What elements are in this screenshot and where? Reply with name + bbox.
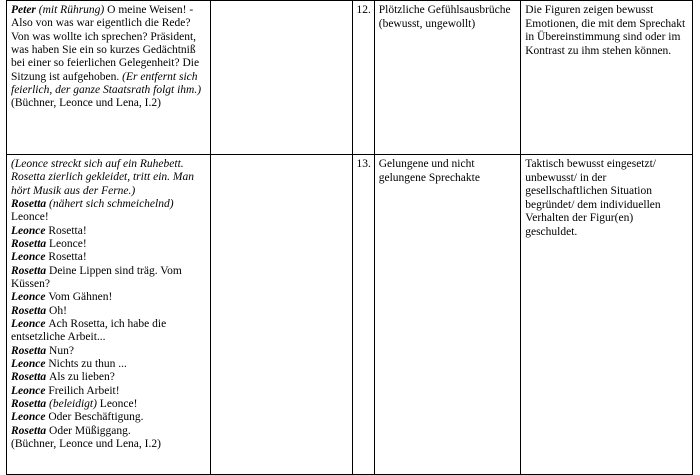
speaker-name: Leonce [11, 251, 49, 264]
text-excerpt-cell [7, 155, 211, 475]
speaker-name: Rosetta [11, 397, 50, 410]
dialogue-text: Ach Rosetta, ich habe die entsetzliche Arbeit... [11, 317, 167, 344]
text-excerpt-cell [7, 1, 211, 155]
dialogue-text: Leonce! [11, 211, 49, 224]
excerpt-line [11, 385, 206, 398]
dialogue-text: Oder Müßiggang. [49, 424, 131, 437]
excerpt-line [11, 97, 206, 110]
excerpt-line [11, 438, 206, 451]
speaker-name: Leonce [11, 411, 49, 424]
excerpt-line [11, 345, 206, 358]
excerpt-line [11, 425, 206, 438]
dialogue-text: O meine Weisen! - Also von was war eigentlich die Rede? Von was wollte ich sprechen? Präsident, was haben Sie ein so kurzes Gedächtniß bei einer so feierlichen Gelegenheit? Die Sitzung ist aufgehoben. [11, 4, 200, 83]
speaker-name: Rosetta [11, 304, 50, 317]
dialogue-text: Nun? [49, 344, 74, 357]
speaker-name: Leonce [11, 224, 49, 237]
excerpt-line [11, 198, 206, 225]
table-row [7, 155, 693, 475]
speaker-name: Rosetta [11, 344, 50, 357]
speaker-name: Leonce [11, 317, 49, 330]
dialogue-text: (Büchner, Leonce und Lena, I.2) [11, 97, 161, 110]
row-number: 12. [352, 1, 374, 155]
speaker-name: Peter [11, 4, 39, 16]
dialogue-text: Deine Lippen sind träg. Vom Küssen? [11, 264, 182, 290]
speaker-name: Rosetta [11, 237, 50, 250]
excerpt-line [11, 225, 206, 238]
dialogue-text: Vom Gähnen! [48, 291, 113, 304]
dialogue-text: Oder Beschäftigung. [48, 411, 144, 424]
excerpt-line [11, 371, 206, 384]
category-label: Gelungene und nicht gelungene Sprechakte [374, 155, 520, 475]
stage-direction: (mit Rührung) [38, 4, 108, 16]
speaker-name: Rosetta [11, 197, 50, 210]
speaker-name: Rosetta [11, 371, 50, 384]
excerpt-line [11, 318, 206, 345]
excerpt-line [11, 305, 206, 318]
dialogue-text: Nichts zu thun ... [48, 357, 127, 370]
excerpt-line [11, 265, 206, 292]
category-description: Die Figuren zeigen bewusst Emotionen, die mit dem Sprechakt in Übereinstimmung sind oder im Kontrast zu ihm stehen können. [521, 1, 693, 155]
excerpt-line [11, 4, 206, 97]
speaker-name: Leonce [11, 357, 49, 370]
excerpt-paragraphs-2 [11, 158, 206, 451]
stage-direction: (Leonce streckt sich auf ein Ruhebett. Rosetta zierlich gekleidet, tritt ein. Man hört Musik aus der Ferne.) [11, 158, 195, 197]
dialogue-text: Rosetta! [48, 251, 87, 264]
analysis-table [6, 0, 693, 475]
speaker-name: Leonce [11, 291, 49, 304]
excerpt-line [11, 358, 206, 371]
category-label: Plötzliche Gefühlsausbrüche (bewusst, ungewollt) [374, 1, 520, 155]
row-number: 13. [352, 155, 374, 475]
dialogue-text: Rosetta! [48, 224, 87, 237]
dialogue-text: Als zu lieben? [49, 371, 115, 384]
table-row [7, 1, 693, 155]
dialogue-text: (Büchner, Leonce und Lena, I.2) [11, 437, 161, 450]
notes-cell[interactable] [211, 1, 352, 155]
excerpt-line [11, 251, 206, 264]
speaker-name: Rosetta [11, 424, 50, 437]
excerpt-line [11, 158, 206, 198]
excerpt-line [11, 238, 206, 251]
excerpt-paragraphs-1 [11, 4, 206, 111]
dialogue-text: Leonce! [49, 237, 87, 250]
category-description: Taktisch bewusst eingesetzt/ unbewusst/ in der gesellschaftlichen Situation begründet/ dem individuellen Verhalten der Figur(en) geschuldet. [521, 155, 693, 475]
dialogue-text: Freilich Arbeit! [48, 384, 120, 397]
dialogue-text: Leonce! [99, 397, 138, 410]
excerpt-line [11, 411, 206, 424]
speaker-name: Rosetta [11, 264, 50, 277]
speaker-name: Leonce [11, 384, 49, 397]
stage-direction: (beleidigt) [49, 397, 100, 410]
dialogue-text: Oh! [49, 304, 67, 317]
excerpt-line [11, 291, 206, 304]
stage-direction: (Er entfernt sich feierlich, der ganze Staatsrath folgt ihm.) [11, 70, 202, 96]
excerpt-line [11, 398, 206, 411]
notes-cell[interactable] [211, 155, 352, 475]
stage-direction: (nähert sich schmeichelnd) [49, 197, 174, 210]
